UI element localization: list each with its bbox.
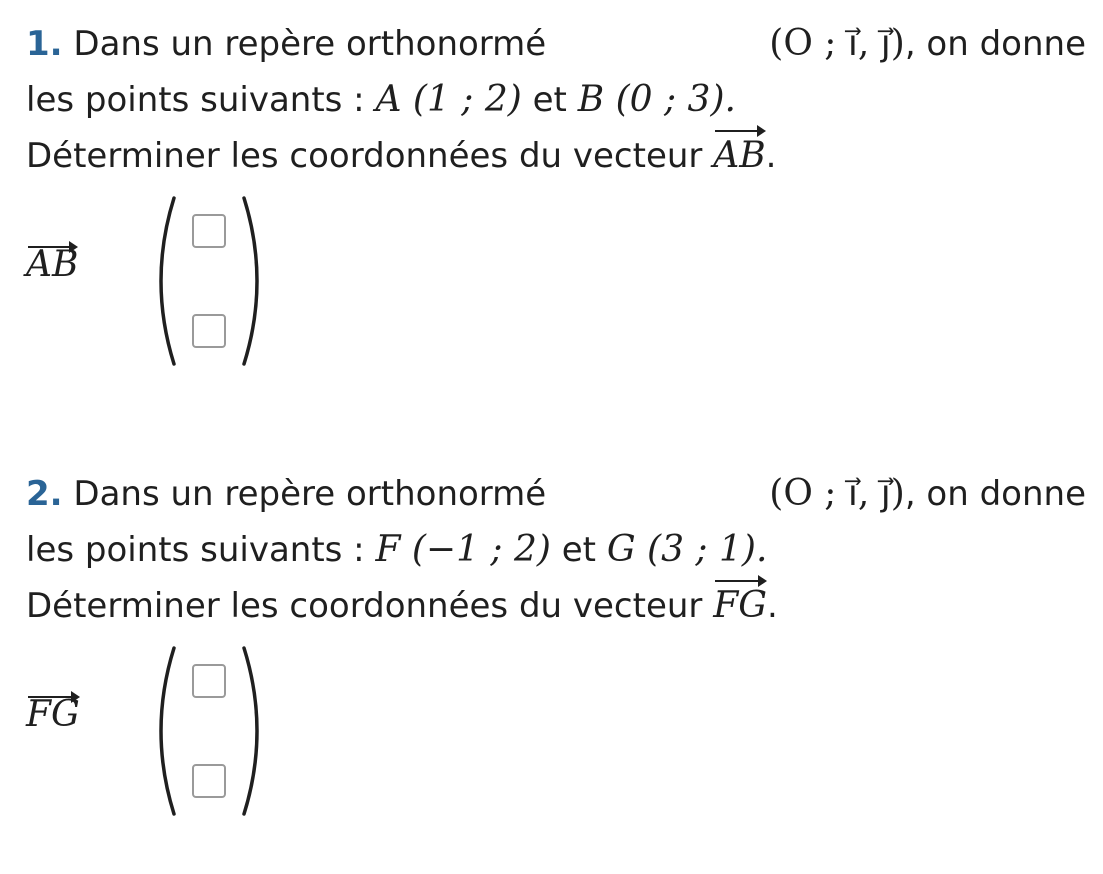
exercise-2-answer-label: FG: [26, 694, 80, 735]
exercise-2-frame: (O ; ı⃗, ȷ⃗): [769, 473, 905, 514]
exercise-1-question-line: Déterminer les coordonnées du vecteur AB.: [26, 128, 1086, 184]
exercise-2-and: et: [561, 530, 597, 570]
exercise-2-point-f: F (−1 ; 2): [375, 529, 551, 570]
exercise-1-coordinate-matrix: [144, 192, 274, 370]
exercise-2-answer: [26, 642, 1086, 820]
exercise-2-number: 2.: [26, 474, 63, 514]
exercise-1-on-donne: , on donne: [904, 24, 1086, 64]
exercise-2-y-input[interactable]: [192, 764, 226, 798]
exercise-2-points-text: les points suivants :: [26, 530, 365, 570]
exercise-2-on-donne: , on donne: [904, 474, 1086, 514]
exercise-1-number: 1.: [26, 24, 63, 64]
exercise-1-vector: AB: [713, 128, 765, 184]
exercise-1-points-line: [26, 72, 1086, 128]
exercise-1-point-a: A (1 ; 2): [375, 79, 522, 120]
exercise-1-point-b: B (0 ; 3).: [577, 79, 736, 120]
exercise-2-coordinate-matrix: [144, 642, 274, 820]
exercise-2-x-input[interactable]: [192, 664, 226, 698]
exercise-1-and: et: [532, 80, 567, 120]
exercise-2-vector: FG: [713, 578, 767, 634]
exercise-1-x-input[interactable]: [192, 214, 226, 248]
exercise-1-intro-line: [26, 16, 1086, 72]
exercise-2-intro-line: [26, 466, 1086, 522]
exercise-2-question-text: Déterminer les coordonnées du vecteur: [26, 586, 703, 626]
exercise-1-answer: [26, 192, 1086, 370]
exercise-1-intro-text: Dans un repère orthonormé: [73, 24, 547, 64]
exercise-1-y-input[interactable]: [192, 314, 226, 348]
exercise-2-intro-text: Dans un repère orthonormé: [73, 474, 547, 514]
exercise-1: [26, 16, 1086, 370]
exercise-1-points-text: les points suivants :: [26, 80, 365, 120]
exercise-2: [26, 466, 1086, 820]
exercise-1-answer-label: AB: [26, 244, 79, 285]
exercise-2-point-g: G (3 ; 1).: [606, 529, 768, 570]
exercise-2-question-line: Déterminer les coordonnées du vecteur FG.: [26, 578, 1086, 634]
exercise-1-frame: (O ; ı⃗, ȷ⃗): [769, 23, 905, 64]
exercise-2-points-line: [26, 522, 1086, 578]
exercise-1-question-text: Déterminer les coordonnées du vecteur: [26, 136, 703, 176]
